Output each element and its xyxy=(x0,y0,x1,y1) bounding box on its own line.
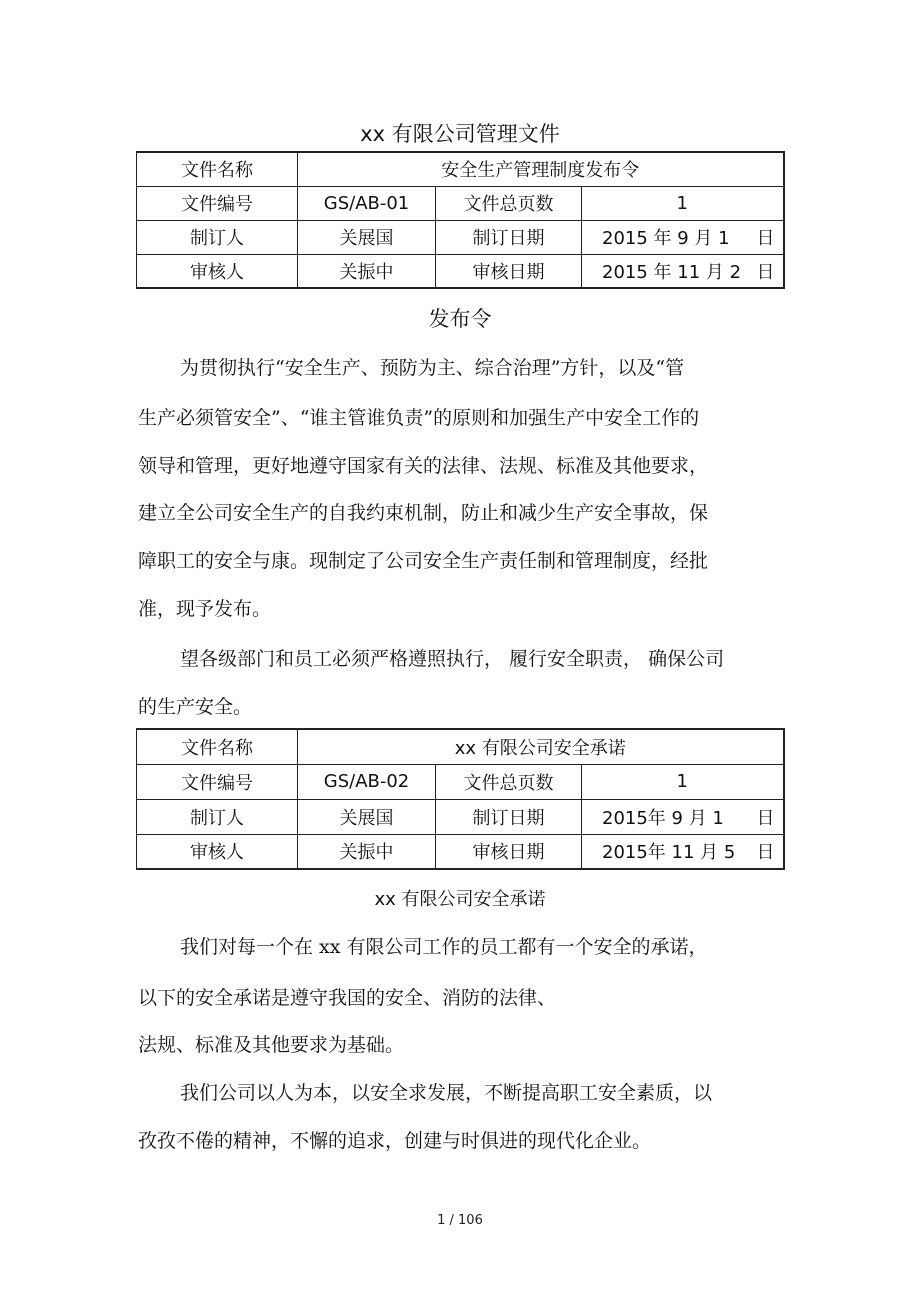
cell-label-author: 制订人 xyxy=(137,799,298,834)
cell-review-date xyxy=(582,834,784,869)
cell-label-name: 文件名称 xyxy=(137,729,298,764)
cell-label-pages: 文件总页数 xyxy=(436,186,582,220)
paragraph-line: 我们对每一个在 xx 有限公司工作的员工都有一个安全的承诺， xyxy=(180,936,708,958)
cell-label-author-date: 制订日期 xyxy=(436,799,582,834)
cell-reviewer: 关振中 xyxy=(298,834,436,869)
review-date-day: 日 xyxy=(756,842,775,864)
section-heading-release-order: 发布令 xyxy=(428,307,492,331)
paragraph-line: 建立全公司安全生产的自我约束机制，防止和减少生产安全事故，保 xyxy=(138,502,709,524)
paragraph-line: 法规、标准及其他要求为基础。 xyxy=(138,1034,405,1056)
cell-author-date xyxy=(582,799,784,834)
cell-review-date xyxy=(582,254,784,288)
cell-file-name: xx 有限公司安全承诺 xyxy=(298,729,784,764)
paragraph-line: 我们公司以人为本，以安全求发展，不断提高职工安全素质，以 xyxy=(180,1082,713,1104)
cell-label-review-date: 审核日期 xyxy=(436,254,582,288)
paragraph-line: 为贯彻执行“安全生产、预防为主、综合治理”方针，以及“管 xyxy=(180,357,685,379)
author-date-day: 日 xyxy=(756,807,775,829)
table-row xyxy=(137,152,784,186)
paragraph-line: 以下的安全承诺是遵守我国的安全、消防的法律、 xyxy=(138,987,557,1009)
cell-label-code: 文件编号 xyxy=(137,764,298,799)
review-date-value: 2015 年 11 月 2 xyxy=(602,261,742,283)
review-date-value: 2015年 11 月 5 xyxy=(602,842,736,864)
table-row xyxy=(137,799,784,834)
cell-label-reviewer: 审核人 xyxy=(137,834,298,869)
cell-label-name: 文件名称 xyxy=(137,152,298,186)
cell-label-code: 文件编号 xyxy=(137,186,298,220)
cell-label-author: 制订人 xyxy=(137,220,298,254)
paragraph-line: 望各级部门和员工必须严格遵照执行， 履行安全职责， 确保公司 xyxy=(180,648,725,670)
table-row xyxy=(137,220,784,254)
table-row xyxy=(137,186,784,220)
cell-label-author-date: 制订日期 xyxy=(436,220,582,254)
cell-page-count: 1 xyxy=(582,186,784,220)
file-info-table-1 xyxy=(136,151,785,289)
section-heading-safety-promise: xx 有限公司安全承诺 xyxy=(374,889,546,910)
paragraph-line: 准，现予发布。 xyxy=(138,598,272,620)
paragraph-line: 的生产安全。 xyxy=(138,696,253,718)
cell-author: 关展国 xyxy=(298,799,436,834)
author-date-value: 2015年 9 月 1 xyxy=(602,807,724,829)
paragraph-line: 领导和管理，更好地遵守国家有关的法律、法规、标准及其他要求， xyxy=(138,455,709,477)
review-date-day: 日 xyxy=(756,261,775,283)
paragraph-line: 障职工的安全与康。现制定了公司安全生产责任制和管理制度，经批 xyxy=(138,550,709,572)
cell-author: 关展国 xyxy=(298,220,436,254)
cell-label-review-date: 审核日期 xyxy=(436,834,582,869)
table-row xyxy=(137,254,784,288)
cell-page-count: 1 xyxy=(582,764,784,799)
cell-reviewer: 关振中 xyxy=(298,254,436,288)
table-row xyxy=(137,834,784,869)
file-info-table-2 xyxy=(136,728,785,870)
document-title: xx 有限公司管理文件 xyxy=(360,122,560,146)
author-date-day: 日 xyxy=(756,228,775,249)
table-row xyxy=(137,729,784,764)
paragraph-line: 孜孜不倦的精神，不懈的追求，创建与时俱进的现代化企业。 xyxy=(138,1130,652,1152)
table-row xyxy=(137,764,784,799)
cell-label-reviewer: 审核人 xyxy=(137,254,298,288)
cell-file-name: 安全生产管理制度发布令 xyxy=(298,152,784,186)
cell-file-code: GS/AB-02 xyxy=(298,764,436,799)
cell-author-date xyxy=(582,220,784,254)
author-date-value: 2015 年 9 月 1 xyxy=(602,228,730,249)
paragraph-line: 生产必须管安全”、“谁主管谁负责”的原则和加强生产中安全工作的 xyxy=(138,407,700,429)
page-number: 1 / 106 xyxy=(437,1213,483,1228)
cell-file-code: GS/AB-01 xyxy=(298,186,436,220)
cell-label-pages: 文件总页数 xyxy=(436,764,582,799)
